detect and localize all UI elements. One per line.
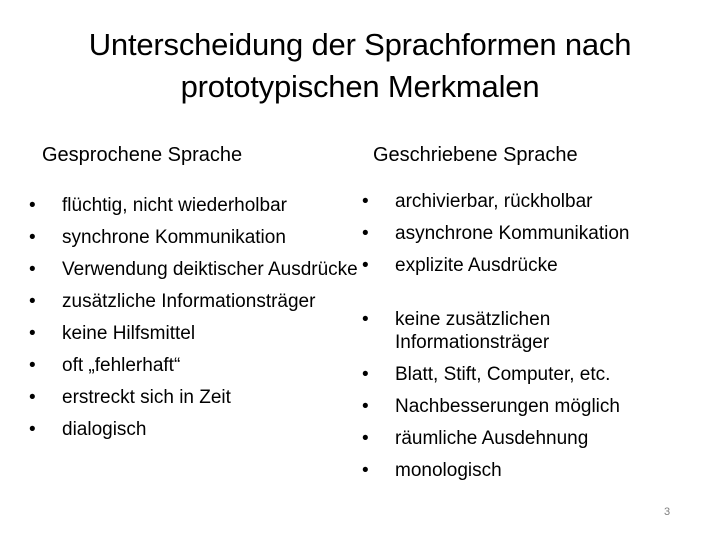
list-item — [362, 222, 702, 245]
slide-title-line-2: prototypischen Merkmalen — [180, 69, 540, 104]
written-language-heading: Geschriebene Sprache — [373, 144, 578, 166]
bullet-icon: • — [362, 428, 369, 449]
bullet-icon: • — [362, 460, 369, 481]
list-item-text: asynchrone Kommunikation — [395, 223, 630, 244]
list-item — [29, 226, 359, 249]
list-item — [29, 322, 359, 345]
list-item — [362, 254, 702, 277]
list-item-text: explizite Ausdrücke — [395, 255, 558, 276]
list-item — [29, 386, 359, 409]
bullet-icon: • — [29, 419, 36, 440]
list-item — [29, 194, 359, 217]
list-item — [362, 459, 702, 482]
list-item-text: Blatt, Stift, Computer, etc. — [395, 364, 611, 385]
list-item-text: dialogisch — [62, 419, 147, 440]
list-item-text: archivierbar, rückholbar — [395, 191, 593, 212]
bullet-icon: • — [362, 309, 369, 330]
list-item — [29, 290, 359, 313]
list-item-text: monologisch — [395, 460, 502, 481]
list-item-text: synchrone Kommunikation — [62, 227, 286, 248]
slide-title-line-1: Unterscheidung der Sprachformen nach — [88, 27, 632, 62]
spoken-language-list — [29, 194, 359, 450]
list-item-text: Nachbesserungen möglich — [395, 396, 620, 417]
spoken-language-heading: Gesprochene Sprache — [42, 144, 243, 166]
slide-title — [0, 24, 720, 108]
bullet-icon: • — [362, 396, 369, 417]
bullet-icon: • — [29, 195, 36, 216]
bullet-icon: • — [29, 227, 36, 248]
list-item — [362, 395, 702, 418]
bullet-icon: • — [362, 223, 369, 244]
list-item-text: zusätzliche Informationsträger — [62, 291, 316, 312]
list-item-text: keine Hilfsmittel — [62, 323, 196, 344]
bullet-icon: • — [29, 291, 36, 312]
page-number: 3 — [664, 506, 671, 518]
list-item-text: Verwendung deiktischer Ausdrücke — [62, 259, 358, 280]
bullet-icon: • — [362, 255, 369, 276]
list-item-text: flüchtig, nicht wiederholbar — [62, 195, 287, 216]
list-item — [362, 190, 702, 213]
list-item-text: oft „fehlerhaft“ — [62, 355, 181, 376]
written-language-list — [362, 190, 702, 491]
bullet-icon: • — [29, 355, 36, 376]
list-item — [29, 354, 359, 377]
bullet-icon: • — [29, 323, 36, 344]
list-item — [29, 418, 359, 441]
list-item — [29, 258, 359, 281]
bullet-icon: • — [29, 259, 36, 280]
list-item-text: räumliche Ausdehnung — [395, 428, 589, 449]
bullet-icon: • — [29, 387, 36, 408]
list-item — [362, 308, 702, 354]
list-item-text: erstreckt sich in Zeit — [62, 387, 231, 408]
list-item — [362, 363, 702, 386]
list-item-text: keine zusätzlichen Informationsträger — [395, 309, 551, 353]
bullet-icon: • — [362, 364, 369, 385]
list-item — [362, 427, 702, 450]
bullet-icon: • — [362, 191, 369, 212]
